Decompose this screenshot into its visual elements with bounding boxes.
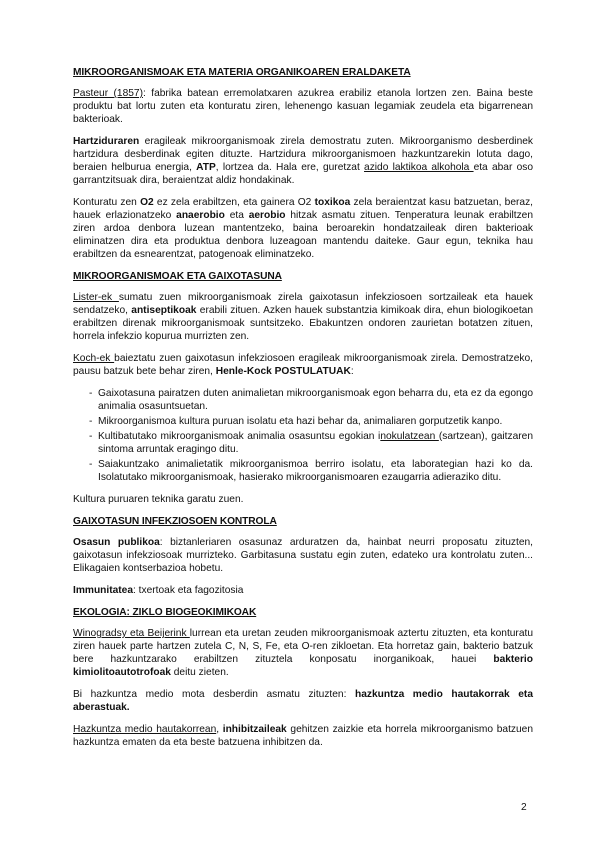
text-span: Konturatu zen [73,197,141,208]
term-postulatuak: Henle-Kock POSTULATUAK [215,366,351,377]
text-span: , [216,724,223,735]
term-hazkuntza-medio: hazkuntza medio hautakorrak eta aberastuak. [73,689,533,713]
text-span: eta abar oso garrantzitsuak dira, beraientzat aldiz hondakinak. [73,162,533,186]
term-hautakorrean: Hazkuntza medio hautakorrean [73,724,217,735]
paragraph-oxigenoa [73,196,533,261]
term-atp: ATP [196,162,216,173]
term-inhibitzaileak: inhibitzaileak [222,724,287,735]
term-hartziduraren: Hartziduraren [73,136,140,147]
text-span: eta [224,210,249,221]
paragraph-hazkuntza-medio [73,688,533,714]
paragraph-osasun-publikoa [73,536,533,575]
term-inokulatzean: nokulatzean [380,431,439,442]
term-immunitatea: Immunitatea [73,585,134,596]
koch-name: Koch-ek [73,353,115,364]
term-osasun-publikoa: Osasun publikoa [73,537,160,548]
text-span: Kultibatutako mikroorganismoak animalia osasuntsu egokian i [98,431,381,442]
section-heading-materia-organikoa: MIKROORGANISMOAK ETA MATERIA ORGANIKOAREN ERALDAKETA [73,67,411,78]
text-span: eragileak mikroorganismoak zirela demostratu zuten. Mikroorganismo desberdinek hartzidura desberdinak egiten dituzte. Hartzidura mikroorganismoen hazkuntzarekin lotuta dago, beraien helburua energia, [73,136,533,173]
list-item: - Mikroorganismoa kultura puruan isolatu eta hazi behar da, animaliaren gorputzetik kanpo. [89,415,533,428]
list-item: - Saiakuntzako animalietatik mikroorganismoa berriro isolatu, eta laborategian hazi ko da. Isolatutako mikroorganismoak, hasierako mikroorganismoaren ezaugarria adieraziko ditu. [89,458,533,484]
text-span: (sartzean), gaitzaren sintoma arruntak eragingo ditu. [98,431,533,455]
list-item: - Gaixotasuna pairatzen duten animalietan mikroorganismoak egon beharra du, eta ez da egongo animalia osasuntsuetan. [89,387,533,413]
text-span: erabili zituen. Azken hauek substantzia kimikoak dira, ehun biologikoetan erabiltzen direnak mikroorganismoak suntsitzeko. Ebakuntzen ondoren zaurietan botatzen zituen, horrela infekzio kopurua murrizten zen. [73,305,533,342]
paragraph-hartzidura [73,135,533,187]
winogradsky-name: Winogradsy eta Beijerink [73,628,190,639]
text-span: deitu zieten. [170,667,229,678]
term-o2: O2 [140,197,154,208]
term-toxikoa: toxikoa [314,197,351,208]
term-anaerobio: anaerobio [176,210,225,221]
text-span: gehitzen zaizkie eta horrela mikroorganismo batzuen hazkuntza ematen da eta beste batzuena inhibitzen da. [73,724,533,748]
paragraph-koch [73,352,533,378]
text-span: , lortzea da. Hala ere, guretzat [215,162,365,173]
paragraph-hautakorrean [73,723,533,749]
paragraph-kultura: Kultura puruaren teknika garatu zuen. [73,494,244,505]
text-span: : [350,366,354,377]
text-span: sumatu zuen mikroorganismoak zirela gaixotasun infekziosoen sortzaileak eta hauek sendatzeko, [73,292,533,316]
section-heading-ekologia: EKOLOGIA: ZIKLO BIOGEOKIMIKOAK [73,607,257,618]
text-span: zela beraientzat kasu batzuetan, beraz, hauek erlazionatzeko [73,197,533,221]
text-span: ez zela erabiltzen, eta gainera O2 [153,197,315,208]
term-antiseptikoak: antiseptikoak [131,305,197,316]
text-span: lurrean eta uretan zeuden mikroorganismoak aztertu zituzten, eta konturatu ziren hauek parte hartzen zutela C, N, S, Fe, eta O-ren zikloetan. Eta horretaz gain, bakterio batzuk bere hazkuntzarako erabiltzen zituztela konposatu inorganikoak, hauei [73,628,533,665]
paragraph-lister [73,291,533,343]
text-span: Bi hazkuntza medio mota desberdin asmatu zituzten: [73,689,355,700]
text-span: : biztanleriaren osasunaz arduratzen da, hainbat neurri proposatu zituzten, gaixotasun infekziosoak murrizteko. Garbitasuna sustatu egin zuten, edateko ura kontrolatu zuten... Elikagaien kontserbazioa hobetu. [73,537,533,574]
document-page [73,66,533,758]
paragraph-winogradsky [73,627,533,679]
text-span: hitzak asmatu zituen. Tenperatura leunak erabiltzen ziren ardoa denbora luzean mantentzeko, baina beroarekin hondatzaileak diren bakterioak eliminatzen dira eta produktua denbora luzeagoan mantendu daiteke. Gaur egun, teknika hau erabiltzen da esnearentzat, patogenoak eliminatzeko. [73,210,533,260]
text-span: baieztatu zuen gaixotasun infekziosoen eragileak mikroorganismoak zirela. Demostratzeko, pausu batzuk bete behar ziren, [73,353,534,377]
paragraph-immunitatea [73,584,533,597]
term-azido-laktikoa: azido laktikoa alkohola [364,162,474,173]
term-aerobio: aerobio [248,210,286,221]
term-kimiolitoautotrofoak: bakterio kimiolitoautotrofoak [73,654,533,678]
pasteur-text: : fabrika batean erremolatxaren azukrea erabiliz etanola lortzen zen. Baina beste produktu bat lortu zuten eta konturatu ziren, lehenengo kasuan legamiak zeudela eta bigarrenean bakterioak. [73,88,533,125]
text-span: : txertoak eta fagozitosia [133,585,244,596]
postulates-list [73,387,533,484]
section-heading-gaixotasuna: MIKROORGANISMOAK ETA GAIXOTASUNA [73,271,282,282]
section-heading-kontrola: GAIXOTASUN INFEKZIOSOEN KONTROLA [73,516,277,527]
list-item [89,430,533,456]
pasteur-name: Pasteur (1857) [73,88,143,99]
lister-name: Lister-ek [73,292,119,303]
page-number: 2 [521,802,527,813]
paragraph-pasteur [73,87,533,126]
